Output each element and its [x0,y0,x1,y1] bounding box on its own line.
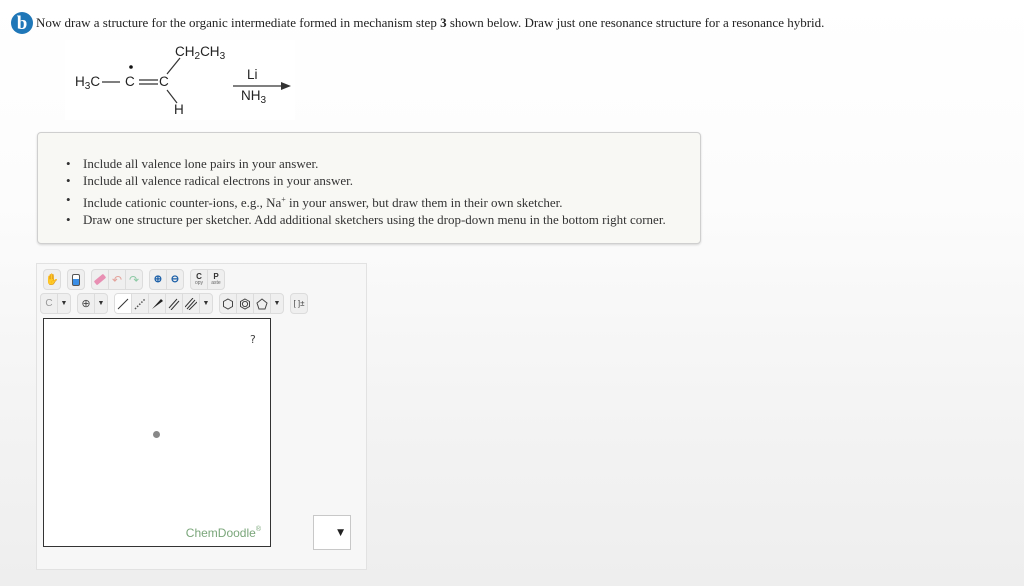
question-text-part: shown below. Draw just one resonance structure for a resonance hybrid. [446,15,825,30]
triple-bond-button[interactable] [183,294,200,313]
zoom-in-icon: ⊕ [153,274,163,285]
hexagon-ring-icon [222,298,234,310]
atom-dropdown-button[interactable] [58,294,70,313]
eraser-icon [94,274,106,286]
reagent-lithium: Li [247,67,258,82]
chemdoodle-logo: ChemDoodle® [185,526,261,540]
chevron-down-icon: ▼ [97,300,105,307]
ethyl-group: $CH_2CH_3$ [175,44,226,62]
instruction-item: • Include all valence radical electrons in your answer. [66,172,666,189]
double-bond-icon [168,298,180,310]
paste-icon: P [213,271,219,281]
question-text [36,15,824,31]
add-sketcher-dropdown[interactable] [313,515,351,550]
triple-bond-icon [185,298,197,310]
eraser-button[interactable] [92,270,109,289]
wedge-bond-icon [151,298,163,310]
benzene-button[interactable] [237,294,254,313]
instruction-item: • Include cationic counter-ions, e.g., Na+ in your answer, but draw them in their own sketcher. [66,191,666,211]
copy-icon: C [196,271,202,281]
copy-sub-label: opy [194,279,204,286]
radical-carbon: C [125,74,135,89]
reaction-arrow-icon [281,82,291,90]
single-bond-icon [117,298,129,310]
chevron-down-icon: ▼ [60,300,68,307]
chevron-down-icon: ▼ [273,300,281,307]
instructions-list [66,155,666,228]
benzene-ring-icon [239,298,251,310]
question-part-badge: b [11,12,33,34]
zoom-out-button[interactable] [167,270,183,289]
cyclopentane-button[interactable] [254,294,271,313]
question-header [11,12,824,34]
chevron-down-icon: ▼ [337,527,344,538]
bracket-charge-icon: [ ]± [293,299,305,308]
canvas-cursor-dot-icon [153,431,160,438]
pan-hand-icon: ✋ [45,274,59,286]
paste-button[interactable] [208,270,224,289]
single-bond-button[interactable] [115,294,132,313]
sketcher-toolbar-top [43,269,231,290]
help-button[interactable]: ? [250,333,256,346]
chemdoodle-sketcher [36,263,367,570]
atom-label-button[interactable]: C [41,294,58,313]
step-number: 3 [440,15,447,30]
instruction-item: • Include all valence lone pairs in your answer. [66,155,666,172]
hydrogen-atom: H [174,102,184,117]
redo-icon: ↷ [128,272,140,287]
radical-dot-icon [129,65,133,69]
copy-button[interactable] [191,270,208,289]
chevron-down-icon: ▼ [202,300,210,307]
instructions-box [37,132,701,244]
reagent-ammonia: $NH_3$ [241,88,267,106]
lasso-clear-icon [72,274,80,286]
sketcher-toolbar-bottom [40,293,314,314]
charge-button[interactable]: ⊕ [78,294,95,313]
zoom-out-icon: ⊖ [170,274,180,285]
cyclohexane-button[interactable] [220,294,237,313]
undo-button[interactable] [109,270,126,289]
double-bond-button[interactable] [166,294,183,313]
pentagon-ring-icon [256,298,268,310]
redo-button[interactable] [126,270,142,289]
question-text-part: Now draw a structure for the organic intermediate formed in mechanism step [36,15,441,30]
undo-icon: ↶ [111,272,123,287]
methyl-group: $H_3C$ [75,74,101,92]
charge-dropdown-button[interactable] [95,294,107,313]
pan-hand-button[interactable] [44,270,60,289]
zoom-in-button[interactable] [150,270,167,289]
wedge-bond-button[interactable] [149,294,166,313]
alkene-carbon: C [159,74,169,89]
bracket-charge-button[interactable] [291,294,307,313]
ring-dropdown-button[interactable] [271,294,283,313]
reaction-scheme [65,40,295,120]
lasso-button[interactable] [68,270,84,289]
hashed-bond-button[interactable] [132,294,149,313]
bond-dropdown-button[interactable] [200,294,212,313]
sketcher-canvas[interactable] [43,318,271,547]
instruction-item: • Draw one structure per sketcher. Add additional sketchers using the drop-down menu in the bottom right corner. [66,211,666,228]
paste-sub-label: aste [211,279,221,286]
hashed-bond-icon [134,298,146,310]
